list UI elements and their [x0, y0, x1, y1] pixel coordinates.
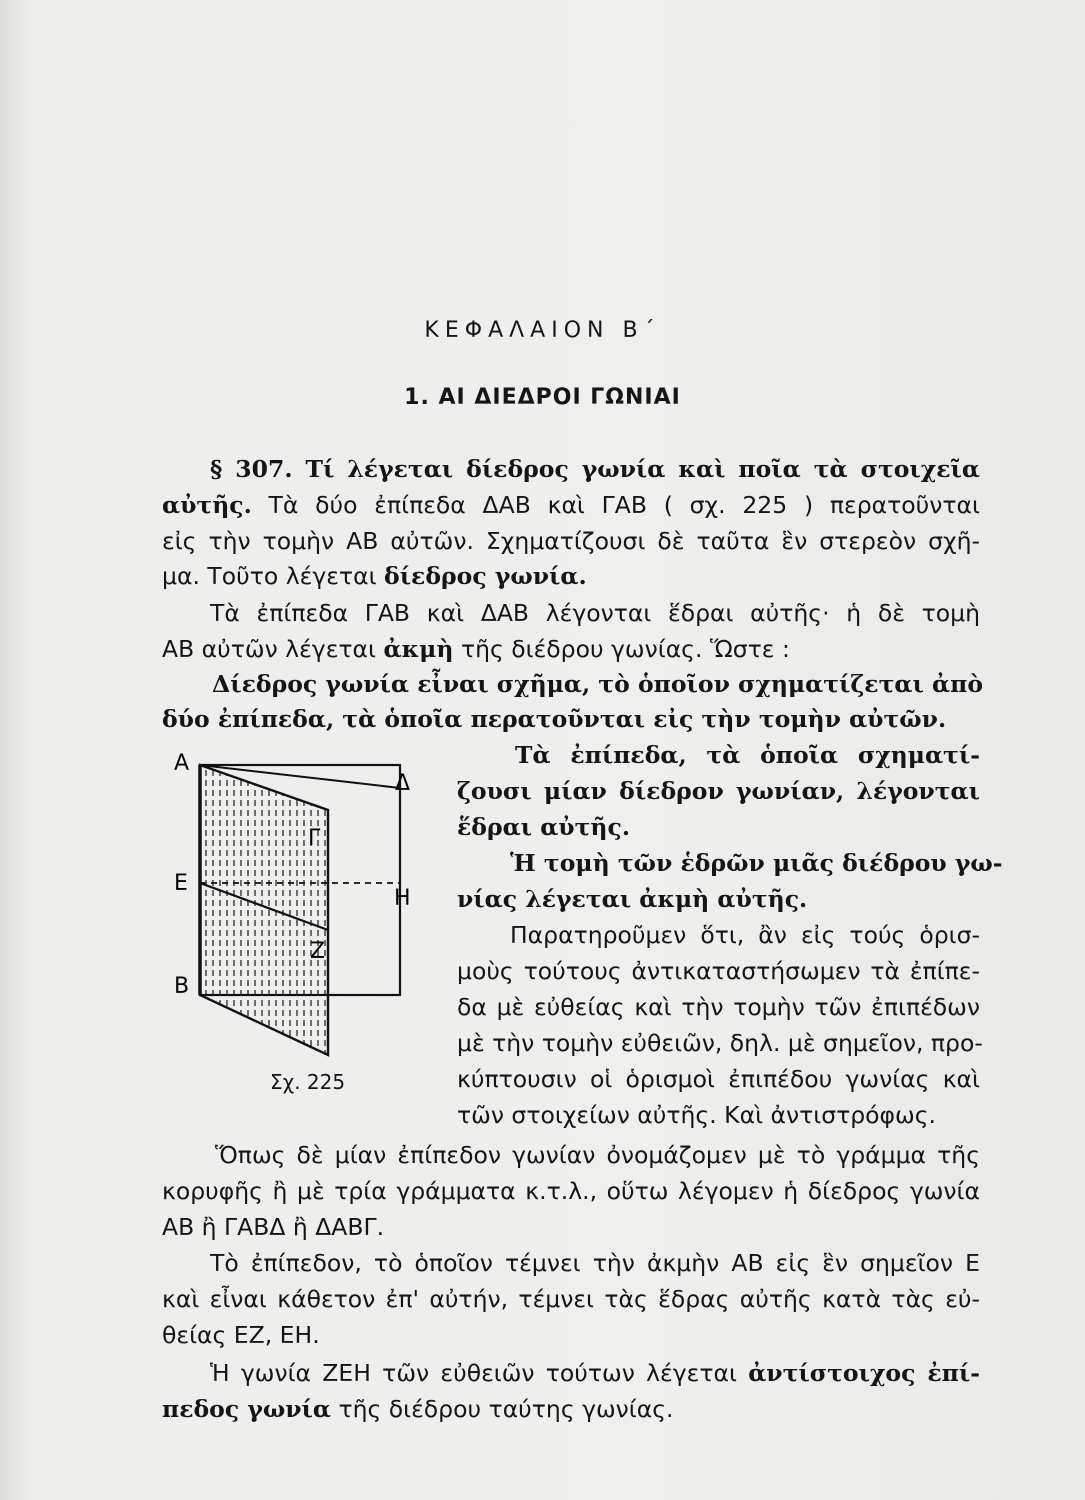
chapter-title: ΚΕΦΑΛΑΙΟΝ Β΄: [424, 318, 661, 343]
text: Τὰ δύο ἐπίπεδα ΔΑΒ καὶ ΓΑΒ ( σχ. 225 ) περατοῦνται: [268, 491, 980, 519]
naming-line: κορυφῆς ἢ μὲ τρία γράμματα κ.τ.λ., οὕτω λέγομεν ἡ δίεδρος γωνία: [162, 1177, 980, 1205]
final-line: [162, 1390, 980, 1428]
definition-line: δύο ἐπίπεδα, τὰ ὁποῖα περατοῦνται εἰς τὴν τομὴν αὐτῶν.: [162, 705, 947, 733]
paragraph-307-line: εἰς τὴν τομὴν ΑΒ αὐτῶν. Σχηματίζουσι δὲ ταῦτα ἓν στερεὸν σχῆ-: [162, 527, 980, 555]
observation-line: δα μὲ εὐθείας καὶ τὴν τομὴν τῶν ἐπιπέδων: [457, 993, 980, 1021]
bold-text: ἀκμὴ: [383, 635, 454, 663]
paragraph-307-line: [162, 557, 980, 595]
dihedral-angle-figure: [168, 750, 428, 1110]
naming-line: ΑΒ ἢ ΓΑΒΔ ἢ ΔΑΒΓ.: [162, 1213, 385, 1241]
text: μα. Τοῦτο λέγεται: [162, 562, 377, 590]
paragraph-307-line: [162, 486, 980, 524]
observation-line: μὲ τὴν τομὴν εὐθειῶν, δηλ. μὲ σημεῖον, προ-: [457, 1029, 983, 1057]
faces-definition-line: ζουσι μίαν δίεδρον γωνίαν, λέγονται: [457, 777, 980, 805]
faces-definition-line: Τὰ ἐπίπεδα, τὰ ὁποῖα σχηματί-: [515, 741, 980, 769]
observation-line: κύπτουσιν οἱ ὁρισμοὶ ἐπιπέδου γωνίας καὶ: [457, 1065, 980, 1093]
observation-line: τῶν στοιχείων αὐτῆς. Καὶ ἀντιστρόφως.: [457, 1101, 936, 1129]
faces-paragraph-line: [162, 630, 980, 668]
plane-line: Τὸ ἐπίπεδον, τὸ ὁποῖον τέμνει τὴν ἀκμὴν ΑΒ εἰς ἓν σημεῖον Ε: [210, 1249, 980, 1277]
observation-line: μοὺς τούτους ἀντικαταστήσωμεν τὰ ἐπίπε-: [457, 957, 980, 985]
bold-text: πεδος γωνία: [162, 1395, 331, 1423]
bold-text: ἀντίστοιχος ἐπί-: [748, 1359, 980, 1387]
figure-caption: Σχ. 225: [270, 1070, 346, 1094]
label-e: Ε: [174, 871, 188, 896]
label-h: Η: [394, 886, 411, 911]
label-delta: Δ: [395, 771, 411, 796]
face-gamma-hatching: [200, 765, 328, 1055]
text: τῆς διέδρου ταύτης γωνίας.: [338, 1395, 674, 1423]
faces-definition-line: ἕδραι αὐτῆς.: [457, 813, 631, 841]
text: ΑΒ αὐτῶν λέγεται: [162, 635, 376, 663]
observation-line: Παρατηροῦμεν ὅτι, ἂν εἰς τούς ὁρισ-: [510, 921, 980, 949]
bold-text: αὐτῆς.: [162, 491, 252, 519]
definition-line: Δίεδρος γωνία εἶναι σχῆμα, τὸ ὁποῖον σχηματίζεται ἀπὸ: [212, 670, 984, 698]
paragraph-307-heading: § 307. Τί λέγεται δίεδρος γωνία καὶ ποῖα τὰ στοιχεῖα: [210, 455, 980, 483]
edge-definition-line: νίας λέγεται ἀκμὴ αὐτῆς.: [457, 885, 808, 913]
faces-paragraph-line: Τὰ ἐπίπεδα ΓΑΒ καὶ ΔΑΒ λέγονται ἕδραι αὐτῆς· ἡ δὲ τομὴ: [210, 599, 980, 627]
plane-line: θείας ΕΖ, ΕΗ.: [162, 1321, 320, 1349]
label-b: Β: [174, 974, 190, 999]
text: τῆς διέδρου γωνίας. Ὥστε :: [460, 635, 790, 663]
text: Ἡ γωνία ΖΕΗ τῶν εὐθειῶν τούτων λέγεται: [210, 1359, 737, 1387]
section-title: 1. ΑΙ ΔΙΕΔΡΟΙ ΓΩΝΙΑΙ: [404, 385, 681, 410]
label-a: Α: [174, 751, 190, 776]
plane-line: καὶ εἶναι κάθετον ἐπ' αὐτήν, τέμνει τὰς ἕδρας αὐτῆς κατὰ τὰς εὐ-: [162, 1285, 980, 1313]
edge-definition-line: Ἡ τομὴ τῶν ἑδρῶν μιᾶς διέδρου γω-: [510, 849, 1003, 877]
bold-text: δίεδρος γωνία.: [384, 562, 587, 590]
final-line: [210, 1354, 980, 1392]
label-gamma: Γ: [308, 826, 321, 851]
label-z: Ζ: [310, 939, 326, 964]
naming-line: Ὅπως δὲ μίαν ἐπίπεδον γωνίαν ὀνομάζομεν μὲ τὸ γράμμα τῆς: [215, 1141, 980, 1169]
